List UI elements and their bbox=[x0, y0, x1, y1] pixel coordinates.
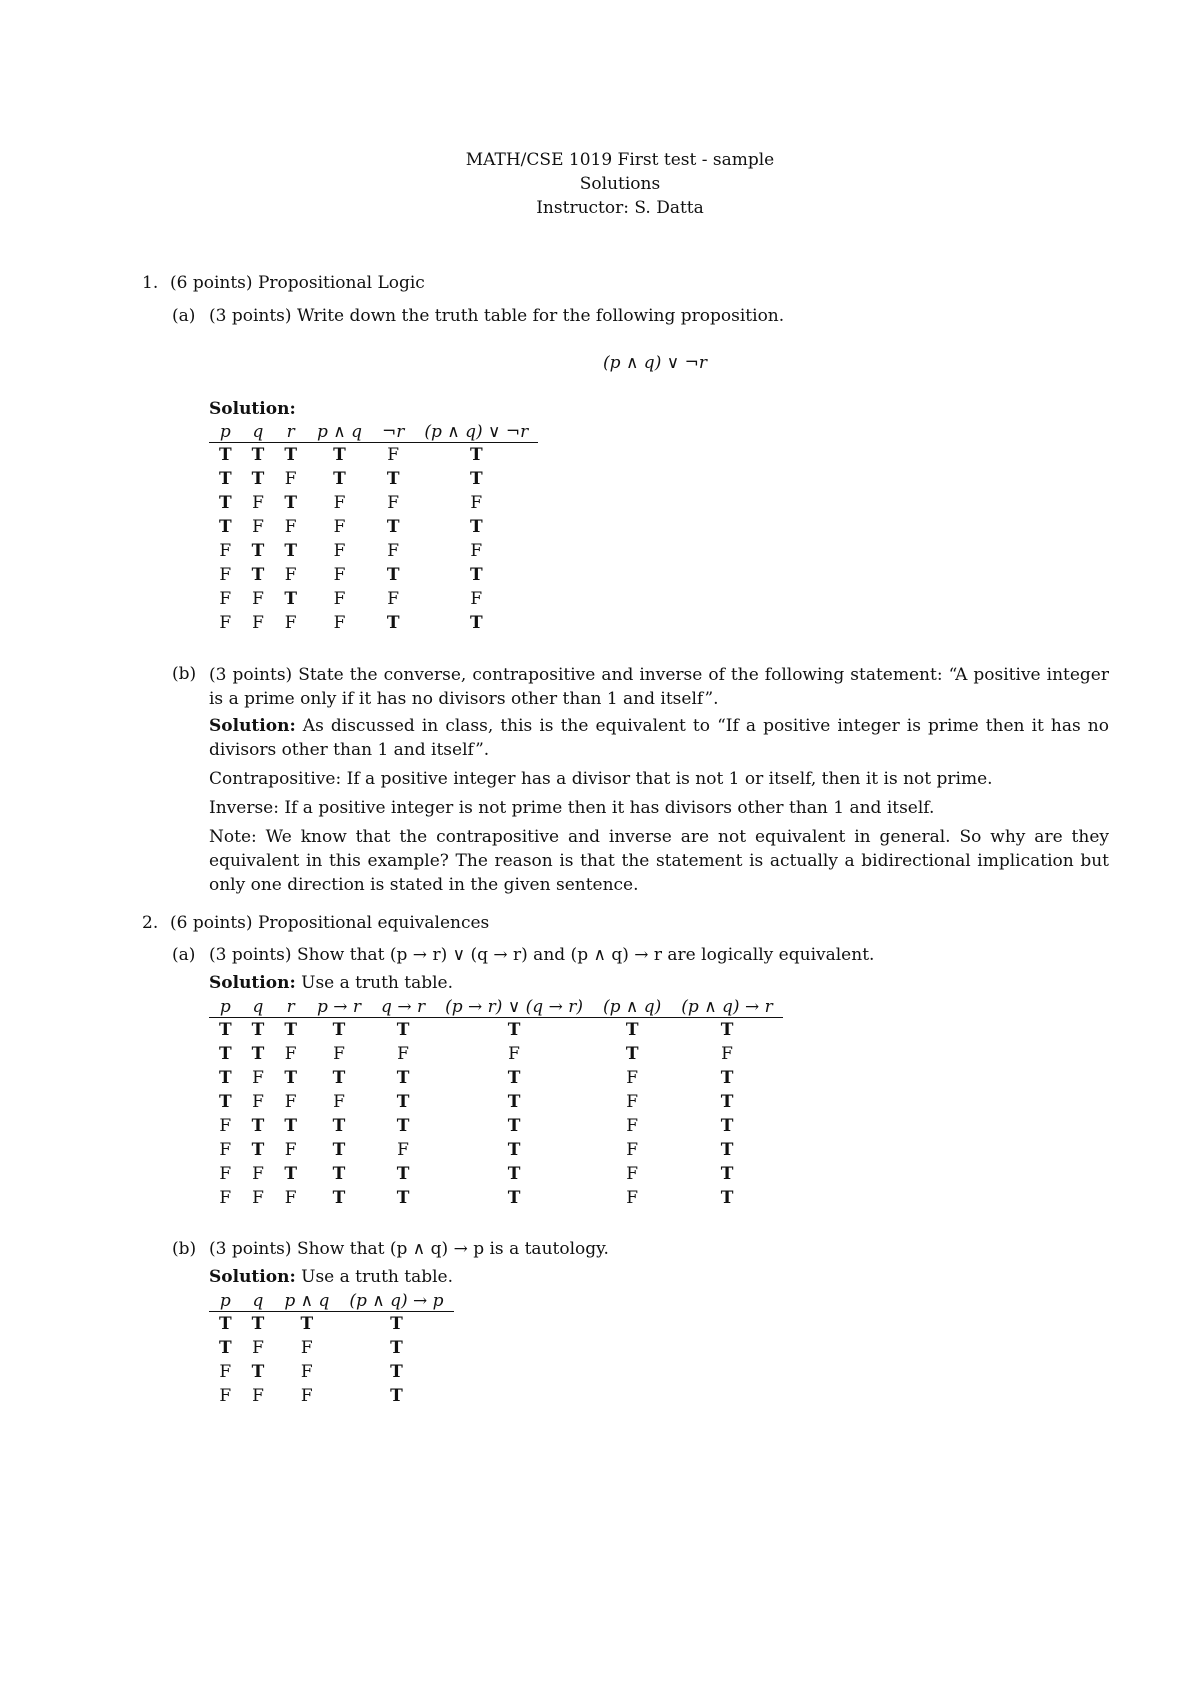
q2a-truth-table bbox=[209, 996, 783, 1210]
truth-value-cell: F bbox=[333, 517, 346, 537]
truth-value-cell: T bbox=[507, 1092, 521, 1112]
truth-value-cell: T bbox=[720, 1164, 734, 1184]
truth-value-cell: T bbox=[219, 517, 232, 537]
truth-value-cell: F bbox=[626, 1068, 639, 1088]
truth-value-cell: F bbox=[626, 1164, 639, 1184]
truth-value-cell: F bbox=[284, 613, 297, 633]
truth-value-cell: T bbox=[219, 1068, 232, 1088]
document-title: MATH/CSE 1019 First test - sample bbox=[465, 150, 775, 170]
truth-value-cell: F bbox=[626, 1188, 639, 1208]
q2b-text: (3 points) Show that (p ∧ q) → p is a tautology. bbox=[209, 1239, 609, 1259]
truth-value-cell: F bbox=[219, 613, 232, 633]
truth-value-cell: F bbox=[284, 1140, 297, 1160]
truth-value-cell: T bbox=[332, 1020, 346, 1040]
truth-value-cell: F bbox=[333, 613, 346, 633]
q1b-label: (b) bbox=[172, 664, 197, 684]
column-header: ¬r bbox=[372, 421, 414, 443]
truth-value-cell: F bbox=[252, 589, 264, 609]
truth-value-cell: F bbox=[333, 589, 346, 609]
truth-value-cell: F bbox=[252, 1092, 264, 1112]
column-header: q bbox=[242, 1290, 275, 1312]
table-row bbox=[209, 1090, 783, 1114]
truth-value-cell: F bbox=[219, 1188, 232, 1208]
table-row bbox=[209, 611, 538, 635]
table-row bbox=[209, 467, 538, 491]
q1b-question-text: (3 points) State the converse, contrapositive and inverse of the following statement: “A positive integer is a prime only if it has no divisors other than 1 and itself”. bbox=[209, 665, 1109, 709]
column-header: p bbox=[209, 996, 242, 1018]
q1a-formula: (p ∧ q) ∨ ¬r bbox=[603, 353, 707, 373]
truth-value-cell: F bbox=[333, 1044, 345, 1064]
table-row bbox=[209, 515, 538, 539]
truth-value-cell: T bbox=[219, 1092, 232, 1112]
table-row bbox=[209, 1336, 454, 1360]
truth-value-cell: F bbox=[219, 1362, 232, 1382]
truth-value-cell: T bbox=[332, 1164, 346, 1184]
table-row bbox=[209, 491, 538, 515]
column-header: q bbox=[242, 421, 275, 443]
column-header: (p ∧ q) → r bbox=[671, 996, 782, 1018]
truth-value-cell: T bbox=[219, 1020, 232, 1040]
q1b-contrapositive: Contrapositive: If a positive integer has a divisor that is not 1 or itself, then it is not prime. bbox=[209, 769, 993, 789]
table-row bbox=[209, 1312, 454, 1337]
truth-value-cell: T bbox=[219, 1338, 232, 1358]
truth-value-cell: T bbox=[251, 1362, 265, 1382]
truth-value-cell: T bbox=[390, 1338, 403, 1358]
q1b-solution-label: Solution: bbox=[209, 716, 296, 736]
table-row bbox=[209, 1186, 783, 1210]
truth-value-cell: T bbox=[251, 1314, 265, 1334]
truth-value-cell: T bbox=[396, 1116, 410, 1136]
truth-value-cell: T bbox=[469, 445, 483, 465]
truth-value-cell: T bbox=[219, 493, 232, 513]
truth-value-cell: T bbox=[300, 1314, 314, 1334]
truth-value-cell: T bbox=[332, 1068, 346, 1088]
truth-value-cell: F bbox=[470, 589, 483, 609]
truth-value-cell: F bbox=[387, 541, 400, 561]
table-row bbox=[209, 563, 538, 587]
column-header: q → r bbox=[371, 996, 435, 1018]
column-header: (p ∧ q) ∨ ¬r bbox=[414, 421, 538, 443]
truth-value-cell: T bbox=[284, 1116, 297, 1136]
truth-value-cell: T bbox=[251, 1020, 265, 1040]
truth-value-cell: T bbox=[507, 1140, 521, 1160]
q2b-label: (b) bbox=[172, 1239, 197, 1259]
q2a-text: (3 points) Show that (p → r) ∨ (q → r) and (p ∧ q) → r are logically equivalent. bbox=[209, 945, 875, 965]
truth-value-cell: T bbox=[284, 493, 297, 513]
truth-value-cell: F bbox=[397, 1140, 409, 1160]
column-header: p ∧ q bbox=[307, 421, 372, 443]
truth-value-cell: T bbox=[720, 1068, 734, 1088]
truth-value-cell: F bbox=[252, 493, 264, 513]
truth-value-cell: T bbox=[333, 445, 346, 465]
truth-value-cell: F bbox=[387, 445, 400, 465]
table-row bbox=[209, 539, 538, 563]
truth-value-cell: T bbox=[284, 1020, 297, 1040]
truth-value-cell: T bbox=[507, 1020, 521, 1040]
document-subtitle: Solutions bbox=[579, 174, 661, 194]
table-header-row bbox=[209, 421, 538, 443]
truth-value-cell: T bbox=[386, 517, 400, 537]
column-header: p → r bbox=[307, 996, 371, 1018]
truth-value-cell: T bbox=[332, 1188, 346, 1208]
truth-value-cell: T bbox=[507, 1068, 521, 1088]
q2a-label: (a) bbox=[172, 945, 196, 965]
q2b-solution-label: Solution: bbox=[209, 1267, 296, 1287]
truth-value-cell: T bbox=[396, 1092, 410, 1112]
table-header-row bbox=[209, 1290, 454, 1312]
truth-value-cell: T bbox=[332, 1116, 346, 1136]
q2a-solution-label: Solution: bbox=[209, 973, 296, 993]
q1b-solution bbox=[209, 714, 1109, 762]
truth-value-cell: T bbox=[251, 541, 265, 561]
q2b-solution-text: Use a truth table. bbox=[301, 1267, 454, 1287]
truth-value-cell: F bbox=[626, 1140, 639, 1160]
truth-value-cell: T bbox=[396, 1020, 410, 1040]
q1a-text: (3 points) Write down the truth table for the following proposition. bbox=[209, 306, 785, 326]
truth-value-cell: F bbox=[333, 565, 346, 585]
truth-value-cell: F bbox=[470, 493, 483, 513]
truth-value-cell: T bbox=[251, 469, 265, 489]
q1-heading: (6 points) Propositional Logic bbox=[170, 273, 425, 293]
truth-value-cell: T bbox=[284, 589, 297, 609]
q1-number: 1. bbox=[142, 273, 159, 293]
truth-value-cell: F bbox=[333, 541, 346, 561]
truth-value-cell: F bbox=[252, 1164, 264, 1184]
truth-value-cell: T bbox=[469, 469, 483, 489]
column-header: (p ∧ q) bbox=[593, 996, 671, 1018]
truth-value-cell: T bbox=[390, 1314, 403, 1334]
truth-value-cell: F bbox=[284, 517, 297, 537]
table-row bbox=[209, 1114, 783, 1138]
truth-value-cell: T bbox=[251, 565, 265, 585]
truth-value-cell: T bbox=[396, 1188, 410, 1208]
truth-value-cell: F bbox=[300, 1386, 313, 1406]
truth-value-cell: F bbox=[252, 1188, 264, 1208]
truth-value-cell: F bbox=[219, 1116, 232, 1136]
truth-value-cell: F bbox=[252, 1068, 264, 1088]
truth-value-cell: F bbox=[219, 1164, 232, 1184]
truth-value-cell: F bbox=[300, 1338, 313, 1358]
table-row bbox=[209, 587, 538, 611]
q1b-body bbox=[209, 663, 1109, 897]
column-header: r bbox=[274, 421, 307, 443]
truth-value-cell: F bbox=[252, 1386, 264, 1406]
column-header: (p ∧ q) → p bbox=[339, 1290, 453, 1312]
truth-value-cell: T bbox=[396, 1164, 410, 1184]
truth-value-cell: F bbox=[300, 1362, 313, 1382]
q1b-inverse: Inverse: If a positive integer is not prime then it has divisors other than 1 and itself. bbox=[209, 798, 935, 818]
truth-value-cell: T bbox=[469, 517, 483, 537]
q1a-label: (a) bbox=[172, 306, 196, 326]
truth-value-cell: T bbox=[507, 1164, 521, 1184]
truth-value-cell: T bbox=[219, 1044, 232, 1064]
truth-value-cell: T bbox=[469, 613, 483, 633]
truth-value-cell: F bbox=[284, 565, 297, 585]
truth-value-cell: F bbox=[284, 469, 297, 489]
truth-value-cell: F bbox=[252, 1338, 264, 1358]
truth-value-cell: T bbox=[390, 1386, 403, 1406]
truth-value-cell: F bbox=[219, 1140, 232, 1160]
column-header: p bbox=[209, 1290, 242, 1312]
truth-value-cell: T bbox=[625, 1044, 639, 1064]
column-header: (p → r) ∨ (q → r) bbox=[435, 996, 593, 1018]
truth-value-cell: F bbox=[219, 589, 232, 609]
truth-value-cell: T bbox=[720, 1020, 734, 1040]
table-row bbox=[209, 1066, 783, 1090]
truth-value-cell: T bbox=[284, 1068, 297, 1088]
truth-value-cell: T bbox=[284, 445, 297, 465]
truth-value-cell: F bbox=[397, 1044, 409, 1064]
q1b-note: Note: We know that the contrapositive and inverse are not equivalent in general. So why are they equivalent in this example? The reason is that the statement is actually a bidirectional implication but only one direction is stated in the given sentence. bbox=[209, 827, 1109, 895]
truth-value-cell: F bbox=[333, 1092, 345, 1112]
q2-number: 2. bbox=[142, 913, 159, 933]
truth-value-cell: F bbox=[219, 1386, 232, 1406]
column-header: q bbox=[242, 996, 275, 1018]
q2b-truth-table bbox=[209, 1290, 454, 1408]
truth-value-cell: F bbox=[387, 589, 400, 609]
truth-value-cell: T bbox=[251, 1140, 265, 1160]
q1a-truth-table bbox=[209, 421, 538, 635]
q2a-solution-text: Use a truth table. bbox=[301, 973, 454, 993]
table-row bbox=[209, 1360, 454, 1384]
truth-value-cell: T bbox=[219, 1314, 232, 1334]
truth-value-cell: T bbox=[284, 1164, 297, 1184]
truth-value-cell: T bbox=[251, 1116, 265, 1136]
truth-value-cell: T bbox=[469, 565, 483, 585]
column-header: p bbox=[209, 421, 242, 443]
truth-value-cell: T bbox=[390, 1362, 403, 1382]
q2b-solution bbox=[209, 1266, 453, 1288]
truth-value-cell: F bbox=[284, 1044, 297, 1064]
table-row bbox=[209, 1018, 783, 1043]
truth-value-cell: T bbox=[396, 1068, 410, 1088]
table-row bbox=[209, 1162, 783, 1186]
truth-value-cell: T bbox=[386, 613, 400, 633]
truth-value-cell: T bbox=[333, 469, 346, 489]
truth-value-cell: F bbox=[721, 1044, 733, 1064]
q1b-solution-text: As discussed in class, this is the equivalent to “If a positive integer is prime then it has no divisors other than 1 and itself”. bbox=[209, 716, 1109, 760]
q2a-solution bbox=[209, 972, 453, 994]
truth-value-cell: T bbox=[386, 469, 400, 489]
truth-value-cell: T bbox=[251, 1044, 265, 1064]
table-header-row bbox=[209, 996, 783, 1018]
truth-value-cell: T bbox=[332, 1140, 346, 1160]
truth-value-cell: T bbox=[219, 445, 232, 465]
truth-value-cell: F bbox=[387, 493, 400, 513]
truth-value-cell: T bbox=[251, 445, 265, 465]
table-row bbox=[209, 1138, 783, 1162]
truth-value-cell: T bbox=[720, 1188, 734, 1208]
truth-value-cell: F bbox=[219, 541, 232, 561]
truth-value-cell: F bbox=[333, 493, 346, 513]
q2-heading: (6 points) Propositional equivalences bbox=[170, 913, 490, 933]
table-row bbox=[209, 1384, 454, 1408]
truth-value-cell: T bbox=[625, 1020, 639, 1040]
truth-value-cell: F bbox=[252, 613, 264, 633]
table-row bbox=[209, 1042, 783, 1066]
instructor-line: Instructor: S. Datta bbox=[536, 198, 704, 218]
truth-value-cell: F bbox=[470, 541, 483, 561]
truth-value-cell: F bbox=[284, 1188, 297, 1208]
truth-value-cell: F bbox=[626, 1092, 639, 1112]
truth-value-cell: T bbox=[720, 1092, 734, 1112]
truth-value-cell: T bbox=[720, 1116, 734, 1136]
truth-value-cell: F bbox=[252, 517, 264, 537]
truth-value-cell: T bbox=[386, 565, 400, 585]
table-row bbox=[209, 443, 538, 468]
truth-value-cell: F bbox=[508, 1044, 520, 1064]
truth-value-cell: T bbox=[507, 1116, 521, 1136]
q1a-solution-label: Solution: bbox=[209, 399, 296, 419]
truth-value-cell: T bbox=[507, 1188, 521, 1208]
column-header: r bbox=[274, 996, 307, 1018]
column-header: p ∧ q bbox=[274, 1290, 339, 1312]
truth-value-cell: F bbox=[219, 565, 232, 585]
truth-value-cell: F bbox=[284, 1092, 297, 1112]
truth-value-cell: T bbox=[720, 1140, 734, 1160]
truth-value-cell: T bbox=[219, 469, 232, 489]
truth-value-cell: T bbox=[284, 541, 297, 561]
truth-value-cell: F bbox=[626, 1116, 639, 1136]
